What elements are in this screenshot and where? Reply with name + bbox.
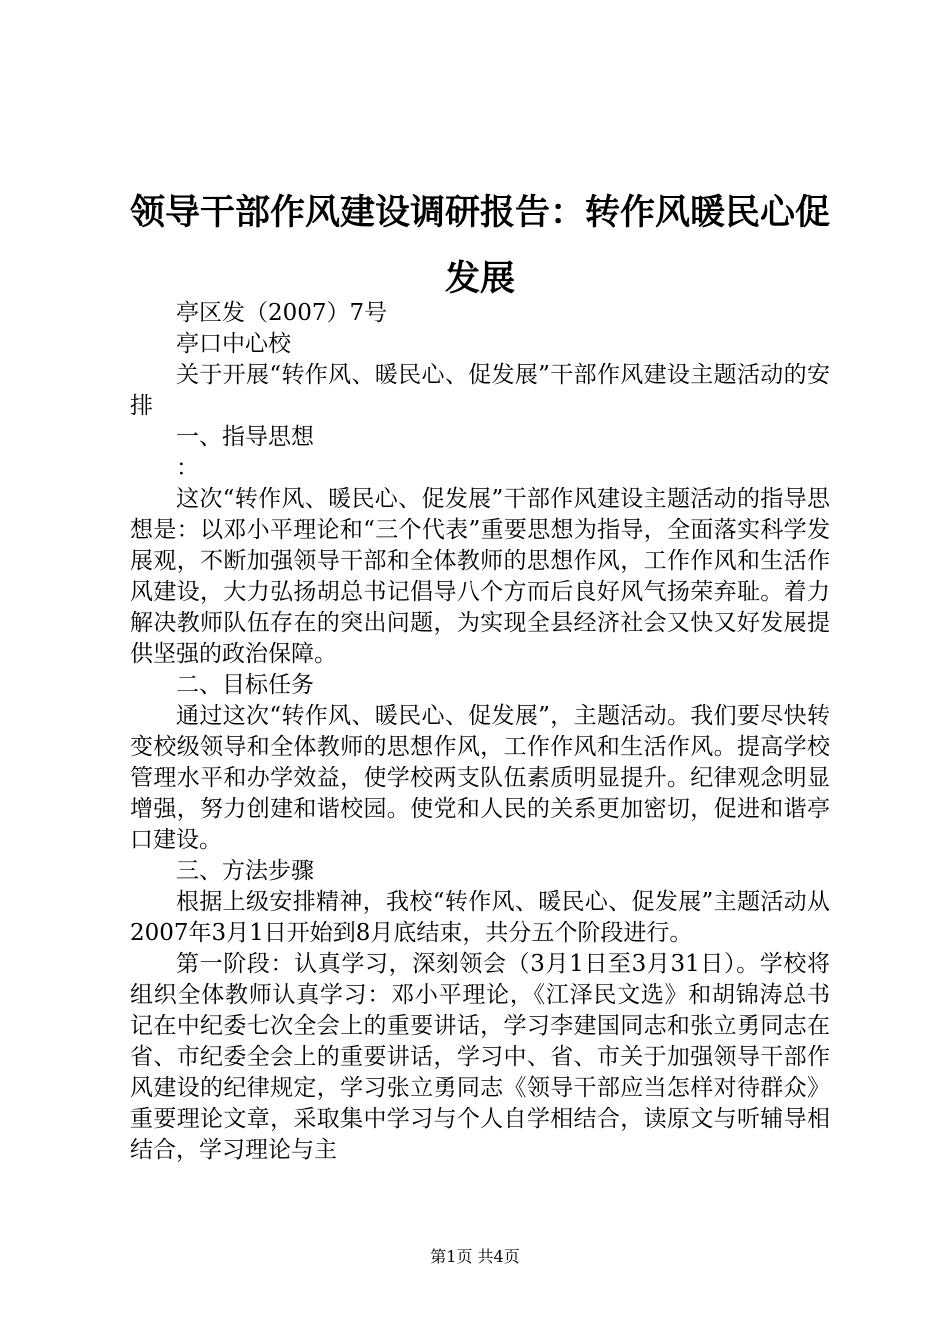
document-body — [130, 298, 830, 1166]
paragraph-goals: 通过这次“转作风、暖民心、促发展”，主题活动。我们要尽快转变校级领导和全体教师的思想作风，工作作风和生活作风。提高学校管理水平和办学效益，使学校两支队伍素质明显提升。纪律观念明显增强，努力创建和谐校园。使党和人民的关系更加密切，促进和谐亭口建设。 — [130, 703, 830, 853]
document-title: 领导干部作风建设调研报告：转作风暖民心促发展 — [129, 193, 830, 299]
paragraph-phase-one: 第一阶段：认真学习，深刻领会（3月1日至3月31日）。学校将组织全体教师认真学习：邓小平理论，《江泽民文选》和胡锦涛总书记在中纪委七次全会上的重要讲话，学习李建国同志和张立勇同志在省、市纪委全会上的重要讲话，学习中、省、市关于加强领导干部作风建设的纪律规定，学习张立勇同志《领导干部应当怎样对待群众》重要理论文章，采取集中学习与个人自学相结合，读原文与听辅导相结合，学习理论与主 — [130, 951, 830, 1163]
paragraph-doc-number: 亭区发（2007）7号 — [176, 300, 388, 326]
paragraph-guiding-thought: 这次“转作风、暖民心、促发展”干部作风建设主题活动的指导思想是：以邓小平理论和“三个代表”重要思想为指导，全面落实科学发展观，不断加强领导干部和全体教师的思想作风，工作作风和生活作风建设，大力弘扬胡总书记倡导八个方而后良好风气扬荣弃耻。着力解决教师队伍存在的突出问题，为实现全县经济社会又快又好发展提供坚强的政治保障。 — [130, 486, 830, 667]
paragraph-school: 亭口中心校 — [176, 331, 291, 357]
heading-goals: 二、目标任务 — [176, 672, 314, 698]
paragraph-method-steps: 根据上级安排精神，我校“转作风、暖民心、促发展”主题活动从2007年3月1日开始到8月底结束，共分五个阶段进行。 — [130, 889, 830, 946]
paragraph-colon: ： — [176, 455, 199, 481]
heading-guiding-thought: 一、指导思想 — [176, 424, 314, 450]
page-footer: 第1页 共4页 — [430, 1247, 520, 1266]
paragraph-subject: 关于开展“转作风、暖民心、促发展”干部作风建设主题活动的安排 — [130, 362, 830, 419]
heading-method-steps: 三、方法步骤 — [176, 858, 314, 884]
